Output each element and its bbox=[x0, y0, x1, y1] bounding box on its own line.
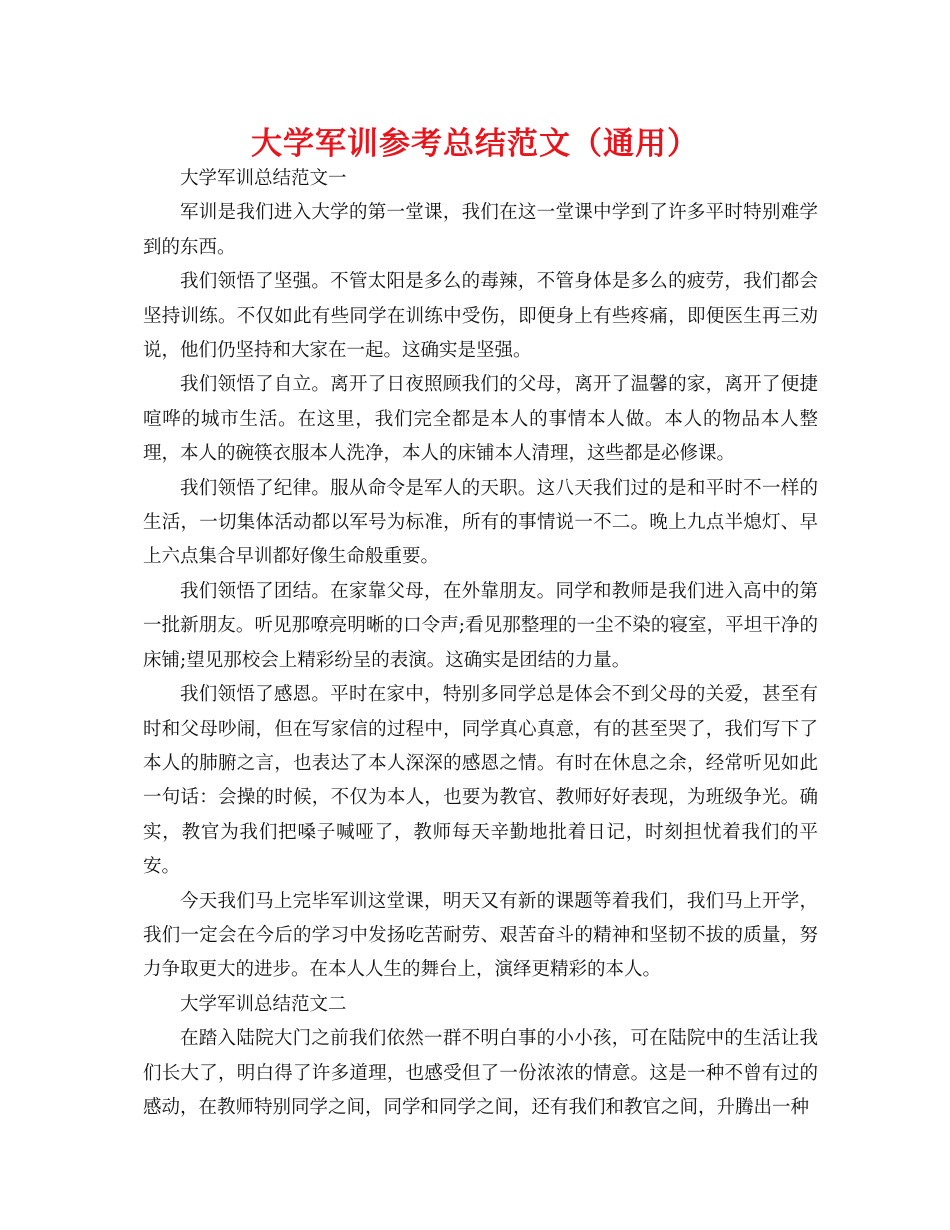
paragraph-independence: 我们领悟了自立。离开了日夜照顾我们的父母，离开了温馨的家，离开了便捷喧哗的城市生活。在这里，我们完全都是本人的事情本人做。本人的物品本人整理，本人的碗筷衣服本人洗净，本人的床铺本人清理，这些都是必修课。 bbox=[143, 374, 818, 465]
paragraph-discipline: 我们领悟了纪律。服从命令是军人的天职。这八天我们过的是和平时不一样的生活，一切集体活动都以军号为标准，所有的事情说一不二。晚上九点半熄灯、早上六点集合早训都好像生命般重要。 bbox=[143, 477, 818, 568]
paragraph-gratitude: 我们领悟了感恩。平时在家中，特别多同学总是体会不到父母的关爱，甚至有时和父母吵闹，但在写家信的过程中，同学真心真意，有的甚至哭了，我们写下了本人的肺腑之言，也表达了本人深深的感恩之情。有时在休息之余，经常听见如此一句话：会操的时候，不仅为本人，也要为教官、教师好好表现，为班级争光。确实，教官为我们把嗓子喊哑了，教师每天辛勤地批着日记，时刻担忧着我们的平安。 bbox=[143, 684, 818, 878]
paragraph-unity: 我们领悟了团结。在家靠父母，在外靠朋友。同学和教师是我们进入高中的第一批新朋友。听见那嘹亮明晰的口令声;看见那整理的一尘不染的寝室，平坦干净的床铺;望见那校会上精彩纷呈的表演。这确实是团结的力量。 bbox=[143, 580, 818, 671]
paragraph-intro: 军训是我们进入大学的第一堂课，我们在这一堂课中学到了许多平时特别难学到的东西。 bbox=[143, 202, 818, 258]
paragraph-second-intro: 在踏入陆院大门之前我们依然一群不明白事的小小孩，可在陆院中的生活让我们长大了，明白得了许多道理，也感受但了一份浓浓的情意。这是一种不曾有过的感动，在教师特别同学之间，同学和同学之间，还有我们和教官之间，升腾出一种 bbox=[143, 1028, 818, 1118]
section-heading-2: 大学军训总结范文二 bbox=[180, 993, 347, 1015]
document-title: 大学军训参考总结范文（通用） bbox=[251, 126, 699, 162]
document-body bbox=[143, 162, 818, 1125]
section-heading-1: 大学军训总结范文一 bbox=[180, 168, 347, 189]
paragraph-strength: 我们领悟了坚强。不管太阳是多么的毒辣，不管身体是多么的疲劳，我们都会坚持训练。不仅如此有些同学在训练中受伤，即便身上有些疼痛，即便医生再三劝说，他们仍坚持和大家在一起。这确实是坚强。 bbox=[143, 271, 818, 362]
paragraph-conclusion: 今天我们马上完毕军训这堂课，明天又有新的课题等着我们，我们马上开学，我们一定会在今后的学习中发扬吃苦耐劳、艰苦奋斗的精神和坚韧不拔的质量，努力争取更大的进步。在本人人生的舞台上，演绎更精彩的本人。 bbox=[143, 890, 818, 981]
